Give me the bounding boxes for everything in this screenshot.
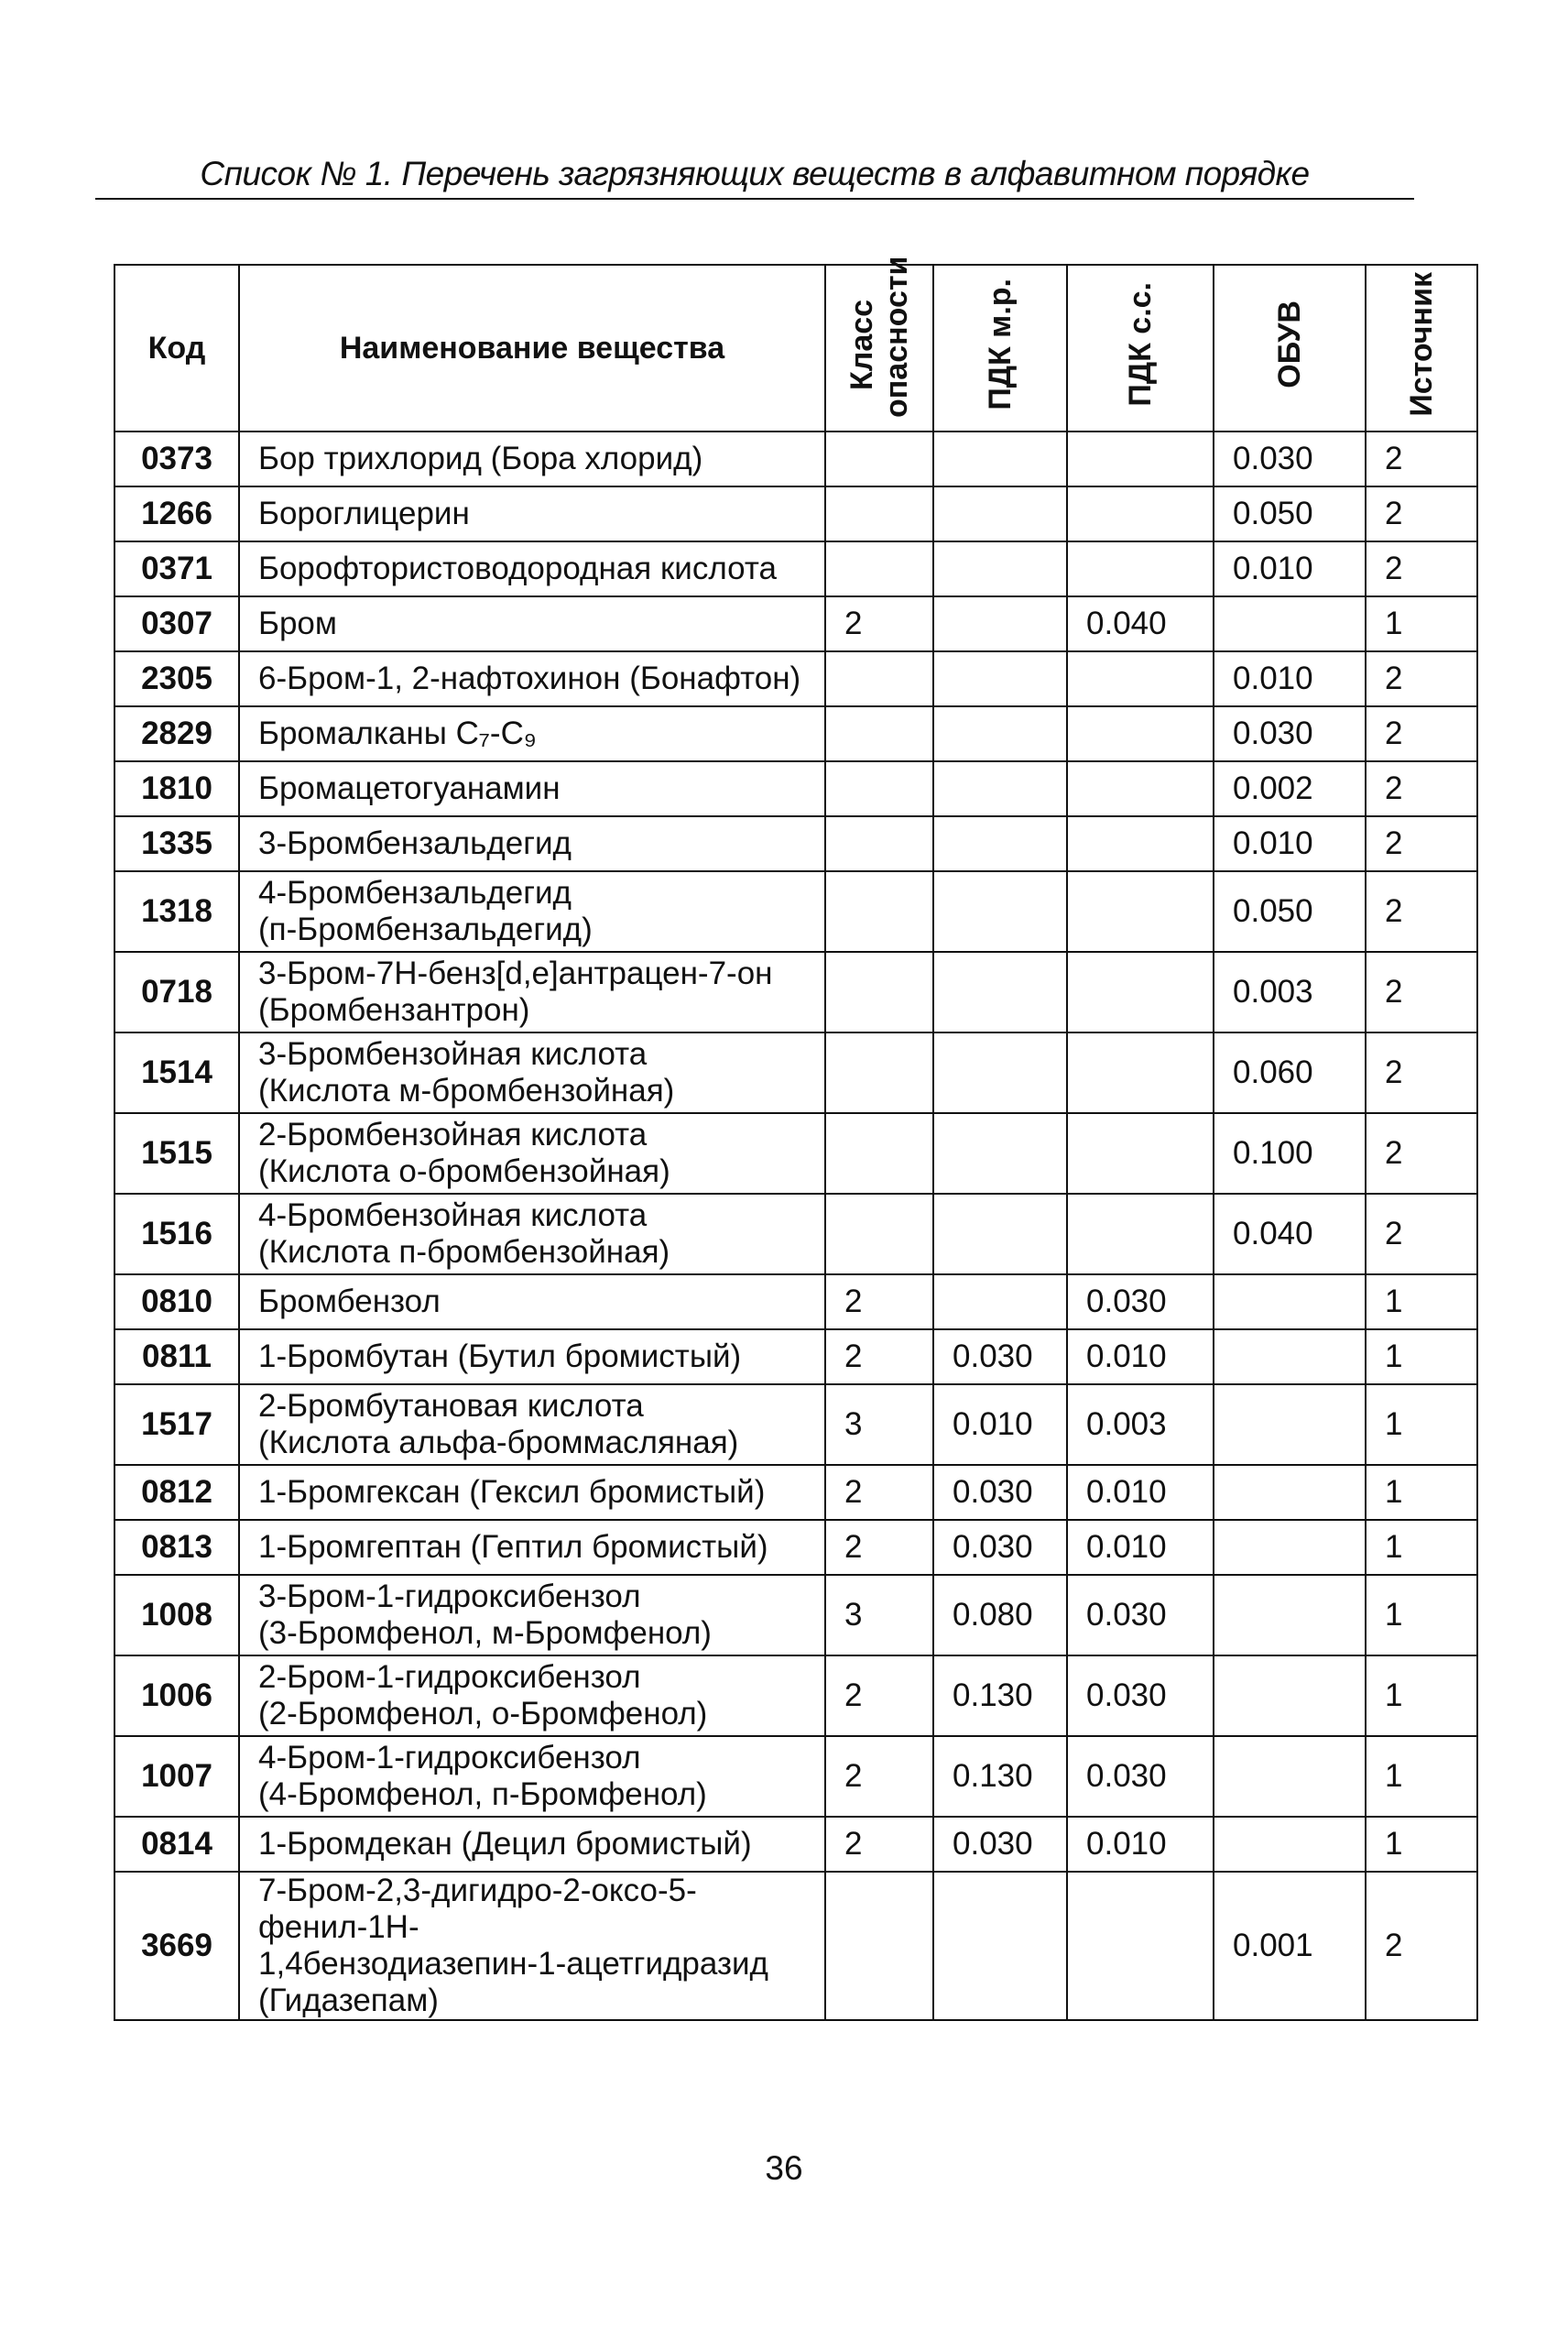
- cell-pdk-ss: 0.010: [1067, 1817, 1214, 1872]
- cell-name: [239, 1575, 825, 1655]
- cell-code: 1810: [114, 761, 239, 816]
- cell-source: 1: [1366, 1655, 1477, 1736]
- cell-code: 0811: [114, 1329, 239, 1384]
- cell-pdk-mr: [933, 1032, 1067, 1113]
- cell-code: 1318: [114, 871, 239, 952]
- cell-hazard-class: 2: [825, 1655, 933, 1736]
- name-line: (Кислота о-бромбензойная): [258, 1153, 670, 1189]
- cell-code: 0373: [114, 432, 239, 486]
- cell-hazard-class: [825, 871, 933, 952]
- table-row: [114, 761, 1477, 816]
- column-header-pdk-ss: [1067, 265, 1214, 432]
- table-row: [114, 1736, 1477, 1817]
- cell-obuv: [1214, 1655, 1366, 1736]
- cell-name: [239, 486, 825, 541]
- cell-source: 1: [1366, 1274, 1477, 1329]
- table-row: [114, 541, 1477, 596]
- cell-pdk-mr: 0.130: [933, 1736, 1067, 1817]
- cell-pdk-ss: 0.010: [1067, 1465, 1214, 1520]
- table-row: [114, 1274, 1477, 1329]
- page-header: [95, 156, 1414, 200]
- pdk-ss-label: ПДК с.с.: [1123, 281, 1158, 407]
- name-line: (4-Бромфенол, п-Бромфенол): [258, 1776, 707, 1812]
- cell-code: 2829: [114, 706, 239, 761]
- table-row: [114, 1194, 1477, 1274]
- name-line: 3-Бром-1-гидроксибензол: [258, 1579, 641, 1614]
- cell-code: 1006: [114, 1655, 239, 1736]
- cell-pdk-ss: [1067, 706, 1214, 761]
- cell-code: 1514: [114, 1032, 239, 1113]
- cell-pdk-ss: 0.010: [1067, 1329, 1214, 1384]
- cell-pdk-mr: [933, 761, 1067, 816]
- column-header-source: [1366, 265, 1477, 432]
- cell-source: 2: [1366, 1872, 1477, 2020]
- cell-name: [239, 1736, 825, 1817]
- cell-obuv: 0.060: [1214, 1032, 1366, 1113]
- cell-pdk-mr: [933, 651, 1067, 706]
- table-row: [114, 486, 1477, 541]
- cell-hazard-class: 2: [825, 1329, 933, 1384]
- cell-pdk-mr: [933, 952, 1067, 1032]
- table-row: [114, 1329, 1477, 1384]
- cell-source: 2: [1366, 816, 1477, 871]
- cell-source: 1: [1366, 596, 1477, 651]
- cell-name: [239, 1520, 825, 1575]
- cell-obuv: 0.040: [1214, 1194, 1366, 1274]
- hazard-class-label: Класс опасности: [844, 256, 914, 418]
- table-body: [114, 432, 1477, 2020]
- cell-pdk-ss: 0.030: [1067, 1274, 1214, 1329]
- name-line: 1,4бензодиазепин-1-ацетгидразид: [258, 1946, 768, 1982]
- cell-obuv: 0.010: [1214, 651, 1366, 706]
- cell-hazard-class: [825, 706, 933, 761]
- cell-name: [239, 1817, 825, 1872]
- cell-hazard-class: 3: [825, 1575, 933, 1655]
- cell-code: 0718: [114, 952, 239, 1032]
- cell-hazard-class: 2: [825, 1520, 933, 1575]
- name-line: 1-Бромдекан (Децил бромистый): [258, 1826, 752, 1862]
- name-line: 3-Бромбензойная кислота: [258, 1036, 648, 1072]
- table-row: [114, 706, 1477, 761]
- cell-obuv: [1214, 1520, 1366, 1575]
- source-label: Источник: [1404, 271, 1439, 417]
- cell-obuv: 0.010: [1214, 541, 1366, 596]
- cell-pdk-ss: [1067, 1113, 1214, 1194]
- cell-hazard-class: 2: [825, 1736, 933, 1817]
- cell-source: 2: [1366, 651, 1477, 706]
- cell-pdk-mr: 0.130: [933, 1655, 1067, 1736]
- name-line: Бороглицерин: [258, 496, 470, 531]
- cell-obuv: 0.002: [1214, 761, 1366, 816]
- cell-code: 0814: [114, 1817, 239, 1872]
- cell-pdk-ss: 0.010: [1067, 1520, 1214, 1575]
- cell-source: 1: [1366, 1465, 1477, 1520]
- pollutants-table: [114, 256, 1478, 2021]
- cell-hazard-class: [825, 651, 933, 706]
- name-line: 4-Бром-1-гидроксибензол: [258, 1740, 641, 1775]
- page-number: 36: [765, 2149, 803, 2187]
- cell-name: [239, 816, 825, 871]
- name-line: (Гидазепам): [258, 1983, 439, 2018]
- cell-obuv: [1214, 1384, 1366, 1465]
- name-line: 7-Бром-2,3-дигидро-2-оксо-5-фенил-1Н-: [258, 1873, 697, 1945]
- column-header-name: Наименование вещества: [239, 265, 825, 432]
- cell-obuv: 0.030: [1214, 706, 1366, 761]
- cell-source: 1: [1366, 1736, 1477, 1817]
- name-line: (3-Бромфенол, м-Бромфенол): [258, 1615, 712, 1651]
- cell-obuv: [1214, 1817, 1366, 1872]
- cell-code: 1007: [114, 1736, 239, 1817]
- cell-hazard-class: [825, 1032, 933, 1113]
- name-line: 3-Бромбензальдегид: [258, 825, 572, 861]
- cell-pdk-ss: 0.040: [1067, 596, 1214, 651]
- name-line: (2-Бромфенол, о-Бромфенол): [258, 1696, 708, 1732]
- cell-name: [239, 761, 825, 816]
- cell-source: 2: [1366, 432, 1477, 486]
- cell-hazard-class: 2: [825, 1274, 933, 1329]
- cell-name: [239, 1384, 825, 1465]
- cell-hazard-class: 2: [825, 1817, 933, 1872]
- table-row: [114, 1032, 1477, 1113]
- cell-obuv: 0.001: [1214, 1872, 1366, 2020]
- cell-hazard-class: [825, 486, 933, 541]
- cell-name: [239, 541, 825, 596]
- cell-source: 2: [1366, 952, 1477, 1032]
- cell-name: [239, 1465, 825, 1520]
- cell-pdk-mr: [933, 706, 1067, 761]
- name-line: 4-Бромбензойная кислота: [258, 1197, 648, 1233]
- cell-hazard-class: 2: [825, 596, 933, 651]
- table-row: [114, 871, 1477, 952]
- cell-pdk-ss: 0.003: [1067, 1384, 1214, 1465]
- cell-code: 1008: [114, 1575, 239, 1655]
- cell-pdk-ss: 0.030: [1067, 1575, 1214, 1655]
- cell-pdk-ss: [1067, 486, 1214, 541]
- cell-pdk-mr: [933, 432, 1067, 486]
- name-line: 2-Бромбензойная кислота: [258, 1117, 648, 1153]
- cell-hazard-class: 2: [825, 1465, 933, 1520]
- cell-hazard-class: [825, 816, 933, 871]
- name-line: Борофтористоводородная кислота: [258, 551, 777, 586]
- cell-code: 1335: [114, 816, 239, 871]
- cell-obuv: [1214, 1329, 1366, 1384]
- table-row: [114, 1520, 1477, 1575]
- cell-obuv: [1214, 1274, 1366, 1329]
- pdk-mr-label: ПДК м.р.: [983, 278, 1018, 410]
- name-line: 1-Бромгексан (Гексил бромистый): [258, 1474, 766, 1510]
- cell-source: 1: [1366, 1329, 1477, 1384]
- cell-pdk-mr: 0.010: [933, 1384, 1067, 1465]
- cell-source: 2: [1366, 706, 1477, 761]
- cell-pdk-mr: 0.030: [933, 1520, 1067, 1575]
- name-line: Бромбензол: [258, 1284, 441, 1319]
- name-line: 3-Бром-7Н-бенз[d,e]антрацен-7-он: [258, 956, 773, 991]
- name-line: Бромалканы C₇-C₉: [258, 716, 537, 751]
- name-line: (п-Бромбензальдегид): [258, 912, 593, 947]
- cell-source: 2: [1366, 541, 1477, 596]
- cell-pdk-ss: 0.030: [1067, 1655, 1214, 1736]
- cell-source: 2: [1366, 486, 1477, 541]
- table-row: [114, 1384, 1477, 1465]
- cell-obuv: 0.003: [1214, 952, 1366, 1032]
- cell-hazard-class: [825, 761, 933, 816]
- list-title: Список № 1. Перечень загрязняющих веществ в алфавитном порядке: [200, 155, 1310, 192]
- table-row: [114, 596, 1477, 651]
- cell-pdk-mr: [933, 486, 1067, 541]
- cell-pdk-mr: [933, 1274, 1067, 1329]
- cell-obuv: 0.050: [1214, 486, 1366, 541]
- cell-code: 0810: [114, 1274, 239, 1329]
- table-row: [114, 651, 1477, 706]
- cell-obuv: 0.050: [1214, 871, 1366, 952]
- cell-pdk-ss: [1067, 651, 1214, 706]
- cell-code: 1266: [114, 486, 239, 541]
- cell-pdk-ss: [1067, 816, 1214, 871]
- cell-code: 1517: [114, 1384, 239, 1465]
- cell-name: [239, 1032, 825, 1113]
- cell-code: 0371: [114, 541, 239, 596]
- cell-name: [239, 651, 825, 706]
- cell-pdk-mr: [933, 541, 1067, 596]
- cell-hazard-class: [825, 1194, 933, 1274]
- name-line: Бром: [258, 606, 337, 641]
- cell-source: 2: [1366, 1194, 1477, 1274]
- cell-source: 1: [1366, 1384, 1477, 1465]
- cell-name: [239, 706, 825, 761]
- cell-name: [239, 871, 825, 952]
- table-row: [114, 952, 1477, 1032]
- name-line: (Бромбензантрон): [258, 992, 530, 1028]
- cell-code: 1516: [114, 1194, 239, 1274]
- column-header-hazard-class: [825, 256, 933, 432]
- cell-source: 1: [1366, 1817, 1477, 1872]
- cell-code: 0813: [114, 1520, 239, 1575]
- cell-pdk-ss: [1067, 952, 1214, 1032]
- cell-obuv: [1214, 596, 1366, 651]
- cell-hazard-class: 3: [825, 1384, 933, 1465]
- table-row: [114, 1465, 1477, 1520]
- cell-hazard-class: [825, 432, 933, 486]
- cell-pdk-ss: [1067, 871, 1214, 952]
- table-row: [114, 1655, 1477, 1736]
- name-line: (Кислота м-бромбензойная): [258, 1073, 675, 1109]
- cell-hazard-class: [825, 952, 933, 1032]
- cell-code: 0307: [114, 596, 239, 651]
- cell-pdk-ss: [1067, 1194, 1214, 1274]
- name-line: Бор трихлорид (Бора хлорид): [258, 441, 703, 476]
- cell-obuv: [1214, 1736, 1366, 1817]
- cell-code: 1515: [114, 1113, 239, 1194]
- cell-name: [239, 1872, 825, 2020]
- name-line: 6-Бром-1, 2-нафтохинон (Бонафтон): [258, 661, 801, 696]
- name-line: Бромацетогуанамин: [258, 770, 561, 806]
- cell-pdk-mr: [933, 596, 1067, 651]
- table-row: [114, 1113, 1477, 1194]
- table-row: [114, 432, 1477, 486]
- cell-name: [239, 952, 825, 1032]
- table-row: [114, 1575, 1477, 1655]
- cell-pdk-ss: 0.030: [1067, 1736, 1214, 1817]
- cell-source: 1: [1366, 1575, 1477, 1655]
- cell-code: 3669: [114, 1872, 239, 2020]
- cell-code: 2305: [114, 651, 239, 706]
- cell-code: 0812: [114, 1465, 239, 1520]
- cell-name: [239, 596, 825, 651]
- cell-name: [239, 1113, 825, 1194]
- cell-pdk-mr: 0.030: [933, 1817, 1067, 1872]
- cell-pdk-mr: 0.030: [933, 1465, 1067, 1520]
- cell-pdk-ss: [1067, 541, 1214, 596]
- cell-pdk-mr: [933, 871, 1067, 952]
- column-header-pdk-mr: [933, 265, 1067, 432]
- obuv-label: ОБУВ: [1272, 300, 1307, 388]
- cell-pdk-mr: [933, 1194, 1067, 1274]
- cell-obuv: [1214, 1575, 1366, 1655]
- cell-pdk-mr: 0.080: [933, 1575, 1067, 1655]
- column-header-obuv: [1214, 265, 1366, 432]
- table-row: [114, 816, 1477, 871]
- cell-hazard-class: [825, 1113, 933, 1194]
- cell-name: [239, 1194, 825, 1274]
- table-row: [114, 1872, 1477, 2020]
- name-line: 1-Бромгептан (Гептил бромистый): [258, 1529, 768, 1565]
- name-line: 2-Бром-1-гидроксибензол: [258, 1659, 641, 1695]
- cell-obuv: 0.030: [1214, 432, 1366, 486]
- name-line: 1-Бромбутан (Бутил бромистый): [258, 1338, 742, 1374]
- column-header-code: Код: [114, 265, 239, 432]
- table-header-row: [114, 265, 1477, 432]
- cell-hazard-class: [825, 541, 933, 596]
- cell-hazard-class: [825, 1872, 933, 2020]
- cell-source: 1: [1366, 1520, 1477, 1575]
- cell-pdk-ss: [1067, 1872, 1214, 2020]
- cell-name: [239, 1274, 825, 1329]
- cell-pdk-ss: [1067, 1032, 1214, 1113]
- cell-pdk-ss: [1067, 761, 1214, 816]
- cell-pdk-ss: [1067, 432, 1214, 486]
- cell-pdk-mr: [933, 1113, 1067, 1194]
- cell-obuv: 0.100: [1214, 1113, 1366, 1194]
- cell-source: 2: [1366, 761, 1477, 816]
- cell-obuv: [1214, 1465, 1366, 1520]
- cell-obuv: 0.010: [1214, 816, 1366, 871]
- table-row: [114, 1817, 1477, 1872]
- name-line: 2-Бромбутановая кислота: [258, 1388, 644, 1424]
- cell-name: [239, 432, 825, 486]
- cell-pdk-mr: [933, 816, 1067, 871]
- name-line: (Кислота альфа-броммасляная): [258, 1425, 739, 1460]
- name-line: (Кислота п-бромбензойная): [258, 1234, 670, 1270]
- cell-pdk-mr: [933, 1872, 1067, 2020]
- cell-name: [239, 1329, 825, 1384]
- cell-name: [239, 1655, 825, 1736]
- cell-source: 2: [1366, 871, 1477, 952]
- name-line: 4-Бромбензальдегид: [258, 875, 572, 911]
- cell-pdk-mr: 0.030: [933, 1329, 1067, 1384]
- cell-source: 2: [1366, 1113, 1477, 1194]
- cell-source: 2: [1366, 1032, 1477, 1113]
